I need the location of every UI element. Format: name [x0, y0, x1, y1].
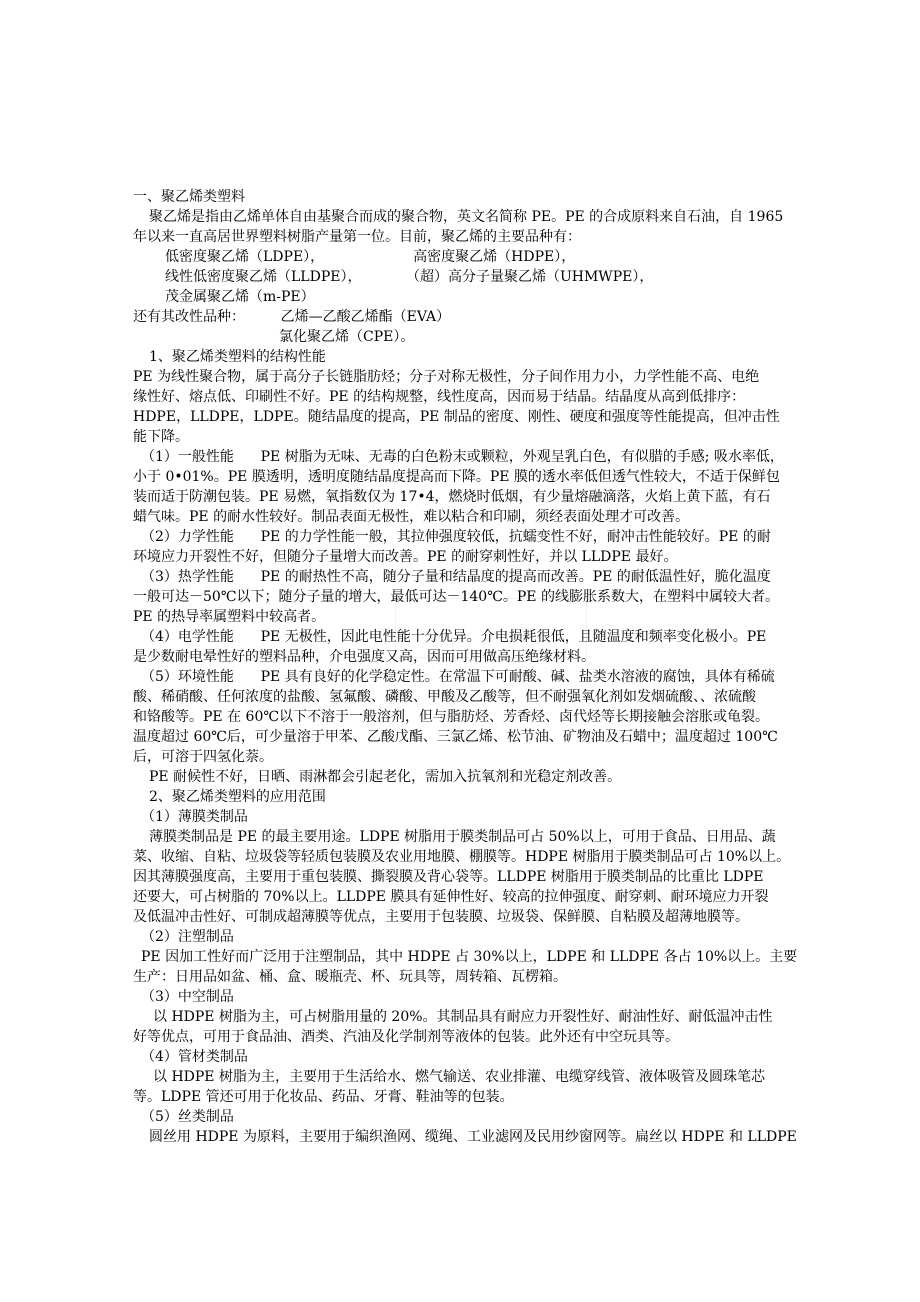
- paragraph-line: PE 为线性聚合物，属于高分子长链脂肪烃；分子对称无极性，分子间作用力小，力学性能不高、电绝: [133, 369, 760, 385]
- variety-line: 低密度聚乙烯（LDPE）， 高密度聚乙烯（HDPE），: [165, 249, 576, 265]
- subsection-heading: 1、聚乙烯类塑料的结构性能: [149, 349, 326, 365]
- subsection-heading: （2）注塑制品: [141, 929, 234, 945]
- variety-line: 线性低密度聚乙烯（LLDPE）， （超）高分子量聚乙烯（UHMWPE），: [165, 269, 654, 285]
- subsection-heading: （5）丝类制品: [141, 1109, 234, 1125]
- paragraph-line: 是少数耐电晕性好的塑料品种，介电强度又高，因而可用做高压绝缘材料。: [133, 649, 595, 665]
- paragraph-line: 圆丝用 HDPE 为原料，主要用于编织渔网、缆绳、工业滤网及民用纱窗网等。扁丝以 HDPE 和 LLDPE: [149, 1129, 797, 1145]
- subsection-heading: （3）中空制品: [141, 989, 234, 1005]
- paragraph-line: （2）力学性能 PE 的力学性能一般，其拉伸强度较低，抗蠕变性不好，耐冲击性能较好。PE 的耐: [141, 529, 771, 545]
- variety-line: 氯化聚乙烯（CPE）。: [279, 329, 415, 345]
- paragraph-line: （3）热学性能 PE 的耐热性不高，随分子量和结晶度的提高而改善。PE 的耐低温性好，脆化温度: [141, 569, 771, 585]
- paragraph-line: 等。LDPE 管还可用于化妆品、药品、牙膏、鞋油等的包装。: [133, 1089, 514, 1105]
- paragraph-line: 和铬酸等。PE 在 60℃以下不溶于一般溶剂，但与脂肪烃、芳香烃、卤代烃等长期接触会溶胀或龟裂。: [133, 709, 770, 725]
- paragraph-line: PE 因加工性好而广泛用于注塑制品，其中 HDPE 占 30%以上，LDPE 和 LLDPE 各占 10%以上。主要: [141, 949, 798, 965]
- section-heading: 一、聚乙烯类塑料: [133, 189, 245, 205]
- variety-line: 茂金属聚乙烯（m-PE）: [165, 289, 315, 305]
- paragraph-line: 能下降。: [133, 429, 189, 445]
- subsection-heading: 2、聚乙烯类塑料的应用范围: [149, 789, 326, 805]
- paragraph-line: 环境应力开裂性不好，但随分子量增大而改善。PE 的耐穿刺性好，并以 LLDPE 最好。: [133, 549, 678, 565]
- paragraph-line: 菜、收缩、自粘、垃圾袋等轻质包装膜及农业用地膜、棚膜等。HDPE 树脂用于膜类制品可占 10%以上。: [133, 849, 791, 865]
- paragraph-line: 及低温冲击性好、可制成超薄膜等优点，主要用于包装膜、垃圾袋、保鲜膜、自粘膜及超薄地膜等。: [133, 909, 749, 925]
- paragraph-line: 小于 0•01%。PE 膜透明，透明度随结晶度提高而下降。PE 膜的透水率低但透气性较大，不适于保鲜包: [133, 469, 780, 485]
- paragraph-line: （5）环境性能 PE 具有良好的化学稳定性。在常温下可耐酸、碱、盐类水溶液的腐蚀，具体有稀硫: [141, 669, 775, 685]
- paragraph-line: 以 HDPE 树脂为主，主要用于生活给水、燃气输送、农业排灌、电缆穿线管、液体吸管及圆珠笔芯: [153, 1069, 765, 1085]
- paragraph-line: 因其薄膜强度高，主要用于重包装膜、撕裂膜及背心袋等。LLDPE 树脂用于膜类制品的比重比 LDPE: [133, 869, 764, 885]
- paragraph-line: 装而适于防潮包装。PE 易燃，氧指数仅为 17•4，燃烧时低烟，有少量熔融滴落，火焰上黄下蓝，有石: [133, 489, 771, 505]
- paragraph-line: 生产：日用品如盆、桶、盒、暖瓶壳、杯、玩具等，周转箱、瓦楞箱。: [133, 969, 567, 985]
- paragraph-line: 聚乙烯是指由乙烯单体自由基聚合而成的聚合物，英文名简称 PE。PE 的合成原料来自石油，自 1965: [149, 209, 784, 225]
- paragraph-line: 酸、稀硝酸、任何浓度的盐酸、氢氟酸、磷酸、甲酸及乙酸等，但不耐强氧化剂如发烟硫酸、、浓硫酸: [133, 689, 756, 705]
- subsection-heading: （4）管材类制品: [141, 1049, 248, 1065]
- paragraph-line: 还要大，可占树脂的 70%以上。LLDPE 膜具有延伸性好、较高的拉伸强度、耐穿刺、耐环境应力开裂: [133, 889, 769, 905]
- paragraph-line: （1）一般性能 PE 树脂为无味、无毒的白色粉末或颗粒，外观呈乳白色，有似腊的手感; 吸水率低，: [141, 449, 784, 465]
- paragraph-line: 蜡气味。PE 的耐水性较好。制品表面无极性，难以粘合和印刷，须经表面处理才可改善。: [133, 509, 690, 525]
- subsection-heading: （1）薄膜类制品: [141, 809, 248, 825]
- paragraph-line: （4）电学性能 PE 无极性，因此电性能十分优异。介电损耗很低，且随温度和频率变化极小。PE: [141, 629, 767, 645]
- paragraph-line: 薄膜类制品是 PE 的最主要用途。LDPE 树脂用于膜类制品可占 50%以上，可用于食品、日用品、蔬: [149, 829, 776, 845]
- paragraph-line: 年以来一直高居世界塑料树脂产量第一位。目前，聚乙烯的主要品种有：: [133, 229, 581, 245]
- paragraph-line: 缘性好、熔点低、印刷性不好。PE 的结构规整，线性度高，因而易于结晶。结晶度从高到低排序：: [133, 389, 746, 405]
- paragraph-line: 温度超过 60℃后，可少量溶于甲苯、乙酸戊酯、三氯乙烯、松节油、矿物油及石蜡中；温度超过 100℃: [133, 729, 778, 745]
- paragraph-line: PE 的热导率属塑料中较高者。: [133, 609, 326, 625]
- paragraph-line: PE 耐候性不好，日晒、雨淋都会引起老化，需加入抗氧剂和光稳定剂改善。: [149, 769, 622, 785]
- paragraph-line: 好等优点，可用于食品油、酒类、汽油及化学制剂等液体的包装。此外还有中空玩具等。: [133, 1029, 679, 1045]
- paragraph-line: 一般可达－50℃以下；随分子量的增大，最低可达－140℃。PE 的线膨胀系数大，在塑料中属较大者。: [133, 589, 779, 605]
- paragraph-line: 后，可溶于四氢化萘。: [133, 749, 273, 765]
- variety-line: 还有其改性品种： 乙烯—乙酸乙烯酯（EVA）: [133, 309, 451, 325]
- paragraph-line: HDPE，LLDPE，LDPE。随结晶度的提高，PE 制品的密度、刚性、硬度和强度等性能提高，但冲击性: [133, 409, 780, 425]
- paragraph-line: 以 HDPE 树脂为主，可占树脂用量的 20%。其制品具有耐应力开裂性好、耐油性好、耐低温冲击性: [153, 1009, 773, 1025]
